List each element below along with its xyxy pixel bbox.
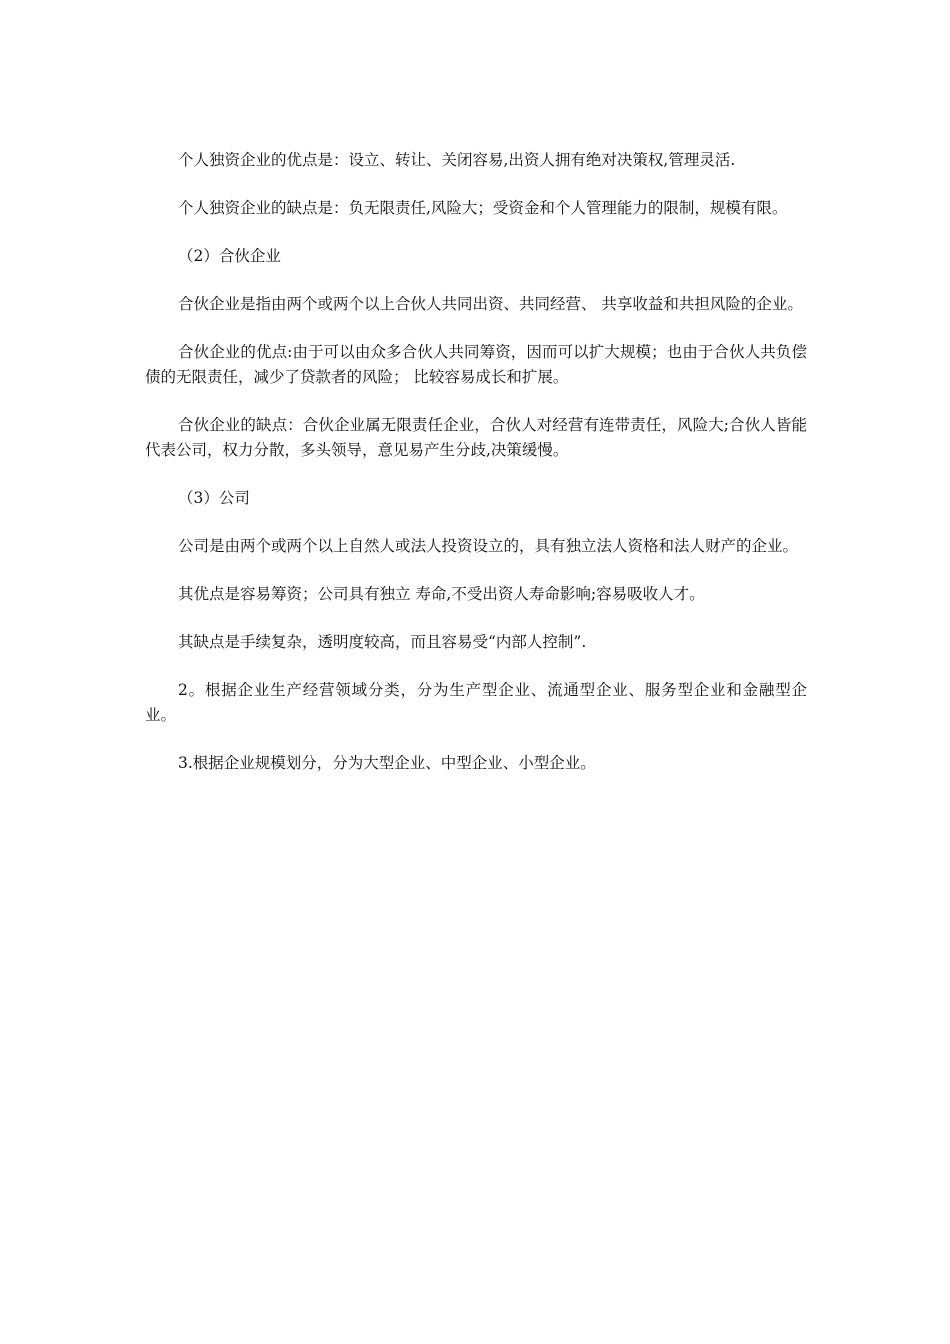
paragraph-classification-by-scale: 3.根据企业规模划分，分为大型企业、中型企业、小型企业。 [178, 754, 596, 772]
paragraph-sole-proprietorship-advantages: 个人独资企业的优点是：设立、转让、关闭容易,出资人拥有绝对决策权,管理灵活. [178, 151, 736, 169]
paragraph-partnership-disadvantages: 合伙企业的缺点：合伙企业属无限责任企业，合伙人对经营有连带责任，风险大;合伙人皆能代表公司，权力分散，多头领导，意见易产生分歧,决策缓慢。 [145, 416, 807, 459]
paragraph-company-advantages: 其优点是容易筹资；公司具有独立 寿命,不受出资人寿命影响;容易吸收人才。 [178, 585, 705, 603]
paragraph-company-definition: 公司是由两个或两个以上自然人或法人投资设立的，具有独立法人资格和法人财产的企业。 [178, 537, 799, 555]
paragraph-sole-proprietorship-disadvantages: 个人独资企业的缺点是：负无限责任,风险大；受资金和个人管理能力的限制，规模有限。 [178, 199, 788, 217]
paragraph-partnership-definition: 合伙企业是指由两个或两个以上合伙人共同出资、共同经营、 共享收益和共担风险的企业。 [178, 295, 803, 313]
section-heading-partnership: （2）合伙企业 [178, 247, 281, 265]
section-heading-company: （3）公司 [178, 489, 250, 507]
paragraph-partnership-advantages: 合伙企业的优点:由于可以由众多合伙人共同筹资，因而可以扩大规模；也由于合伙人共负偿债的无限责任，减少了贷款者的风险； 比较容易成长和扩展。 [145, 343, 807, 386]
document-body [145, 148, 807, 799]
paragraph-classification-by-field: 2。根据企业生产经营领域分类，分为生产型企业、流通型企业、服务型企业和金融型企业。 [145, 681, 807, 724]
paragraph-company-disadvantages: 其缺点是手续复杂，透明度较高，而且容易受“内部人控制”. [178, 633, 587, 651]
